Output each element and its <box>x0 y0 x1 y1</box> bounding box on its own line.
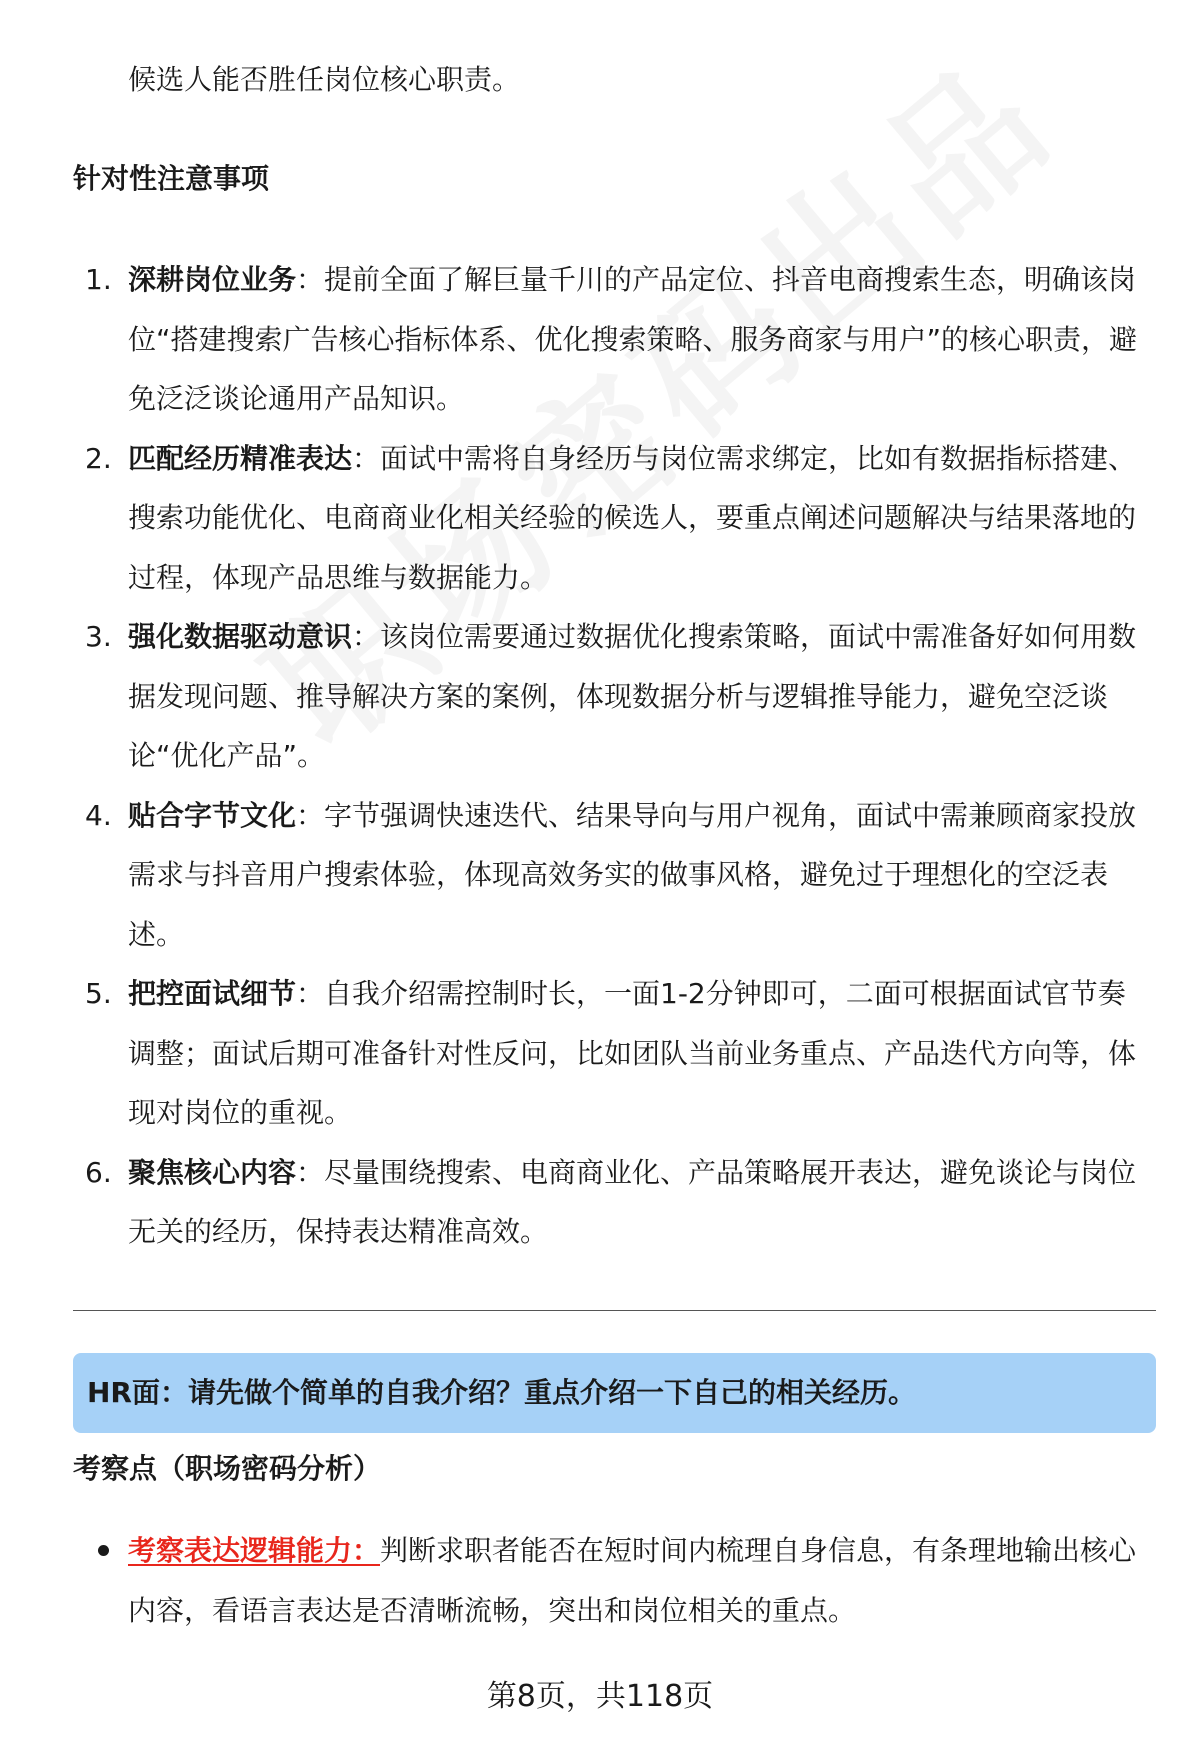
hr-question-box: HR面：请先做个简单的自我介绍？重点介绍一下自己的相关经历。 <box>73 1353 1156 1433</box>
section-heading: 针对性注意事项 <box>73 162 270 195</box>
item-title: 深耕岗位业务 <box>128 263 297 296</box>
item-text: ：自我介绍需控制时长，一面1-2分钟即可，二面可根据面试官节奏调整；面试后期可准备针对性反问，比如团队当前业务重点、产品迭代方向等，体现对岗位的重视。 <box>128 977 1137 1129</box>
section-divider <box>73 1310 1156 1311</box>
list-number: 5. <box>85 977 112 1010</box>
list-item <box>73 429 1143 608</box>
list-number: 2. <box>85 441 112 475</box>
item-title: 聚焦核心内容 <box>128 1155 297 1189</box>
numbered-list <box>73 250 1143 1262</box>
continuation-text: 候选人能否胜任岗位核心职责。 <box>128 63 521 96</box>
item-text: ：尽量围绕搜索、电商商业化、产品策略展开表达，避免谈论与岗位无关的经历，保持表达精准高效。 <box>128 1155 1137 1248</box>
item-text: ：字节强调快速迭代、结果导向与用户视角，面试中需兼顾商家投放需求与抖音用户搜索体验，体现高效务实的做事风格，避免过于理想化的空泛表述。 <box>128 798 1137 951</box>
page-number: 第8页，共118页 <box>486 1679 714 1714</box>
item-title: 匹配经历精准表达 <box>128 441 353 475</box>
item-title: 强化数据驱动意识 <box>128 620 353 653</box>
bullet-list <box>73 1521 1143 1640</box>
list-item <box>73 786 1143 965</box>
item-title: 把控面试细节 <box>128 977 297 1010</box>
list-item <box>73 607 1143 786</box>
bullet-dot-icon <box>98 1545 109 1556</box>
item-title: 贴合字节文化 <box>128 798 297 832</box>
list-number: 3. <box>85 620 112 653</box>
item-text: ：面试中需将自身经历与岗位需求绑定，比如有数据指标搭建、搜索功能优化、电商商业化相关经验的候选人，要重点阐述问题解决与结果落地的过程，体现产品思维与数据能力。 <box>128 441 1137 594</box>
list-item <box>73 964 1143 1143</box>
list-number: 4. <box>85 798 112 832</box>
list-number: 1. <box>85 263 112 296</box>
analysis-heading: 考察点（职场密码分析） <box>73 1452 382 1485</box>
list-number: 6. <box>85 1155 112 1189</box>
list-item <box>73 1143 1143 1262</box>
item-text: ：提前全面了解巨量千川的产品定位、抖音电商搜索生态，明确该岗位“搭建搜索广告核心指标体系、优化搜索策略、服务商家与用户”的核心职责，避免泛泛谈论通用产品知识。 <box>128 263 1138 415</box>
item-text: ：该岗位需要通过数据优化搜索策略，面试中需准备好如何用数据发现问题、推导解决方案的案例，体现数据分析与逻辑推导能力，避免空泛谈论“优化产品”。 <box>128 620 1137 772</box>
highlight-label: 考察表达逻辑能力： <box>128 1534 381 1567</box>
list-item <box>73 250 1143 429</box>
bullet-text: 判断求职者能否在短时间内梳理自身信息，有条理地输出核心内容，看语言表达是否清晰流畅，突出和岗位相关的重点。 <box>128 1534 1137 1627</box>
list-item <box>73 1521 1143 1640</box>
